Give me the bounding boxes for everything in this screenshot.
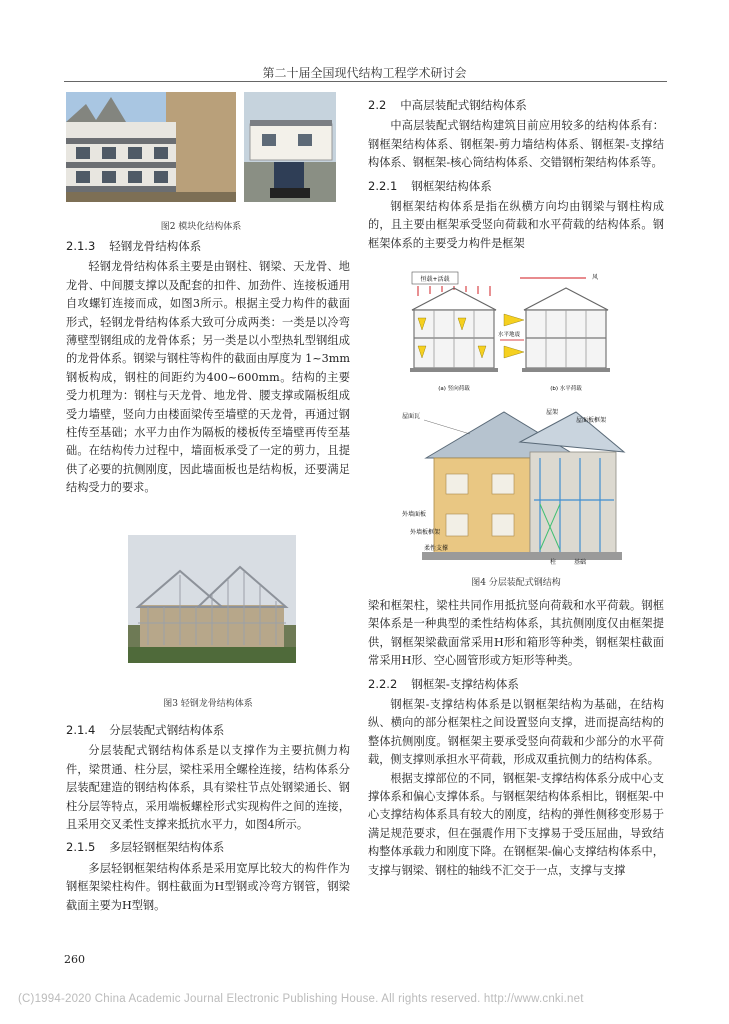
section-number: 2.1.5	[66, 840, 96, 855]
section-title: 中高层装配式钢结构体系	[400, 98, 527, 112]
label-roof-panel: 屋面板框架	[576, 417, 607, 424]
label-column: 柱	[550, 559, 557, 566]
section-2-2-2-heading	[368, 675, 664, 693]
section-number: 2.1.3	[66, 239, 96, 253]
label-wall-frame: 外墙板框架	[410, 529, 441, 536]
label-b-load: 风	[592, 274, 599, 281]
section-2-1-5-heading	[66, 838, 350, 856]
paragraph: 分层装配式钢结构体系是以支撑作为主要抗侧力构件，梁贯通、柱分层，梁柱采用全螺栓连接，结构体系分层装配建造的钢结构体系，具有梁柱节点处钢梁通长、钢柱分层等特点，采用端板螺栓形式实现构件之间的连接，且采用交叉柔性支撑来抵抗水平力，如图4所示。	[66, 744, 350, 832]
section-2-2-1-heading	[368, 177, 664, 195]
fig2-photo-left	[66, 92, 236, 202]
label-a-load: 恒载+活载	[420, 276, 450, 283]
page-number: 260	[64, 953, 85, 966]
frame-a	[410, 272, 498, 392]
label-b-side: 水平地震	[498, 332, 521, 338]
label-wall-panel: 外墙面板	[402, 511, 427, 518]
header-rule	[64, 81, 667, 82]
section-2-1-3-heading	[66, 237, 350, 255]
section-2-2-heading	[368, 96, 664, 114]
right-column-text-a	[368, 92, 664, 253]
section-number: 2.2.1	[368, 178, 398, 193]
section-title: 分层装配式钢结构体系	[109, 723, 225, 737]
fig2-photo-right	[244, 92, 336, 202]
paragraph: 根据支撑部位的不同，钢框架-支撑结构体系分成中心支撑体系和偏心支撑体系。与钢框架结构体系相比，钢框架-中心支撑结构体系具有较大的刚度，结构的弹性侧移变形易于满足规范要求，但在强震作用下支撑易于受压屈曲，导致结构整体承载力和刚度下降。在钢框架-偏心支撑结构体系中，支撑与钢梁、钢柱的轴线不汇交于一点，支撑与支撑	[368, 771, 664, 877]
fig4-caption: 图4 分层装配式钢结构	[471, 578, 561, 588]
caption-a: (a) 竖向荷载	[438, 386, 470, 392]
section-number: 2.1.4	[66, 723, 96, 737]
section-2-1-4-heading	[66, 721, 350, 739]
label-brace: 柔性支撑	[424, 545, 449, 552]
fig3-caption: 图3 轻钢龙骨结构体系	[163, 699, 253, 709]
copyright-watermark: (C)1994-2020 China Academic Journal Electronic Publishing House. All rights reserved. http://www.cnki.net	[18, 993, 584, 1005]
left-column-text-b	[66, 717, 350, 915]
right-column-text-b	[368, 597, 664, 880]
label-roof-tile: 屋面瓦	[402, 413, 421, 420]
fig4-diagram	[400, 262, 632, 567]
section-title: 轻钢龙骨结构体系	[109, 239, 202, 253]
label-roof-truss: 屋架	[546, 409, 559, 416]
section-title: 钢框架-支撑结构体系	[411, 676, 519, 691]
paragraph: 钢框架结构体系是指在纵横方向均由钢梁与钢柱构成的，且主要由框架承受竖向荷载和水平荷载的结构体系。钢框架体系的主要受力构件是框架	[368, 200, 664, 250]
section-number: 2.2	[368, 98, 387, 112]
fig2-caption: 图2 模块化结构体系	[160, 222, 242, 232]
house-illustration	[422, 412, 624, 560]
caption-b: (b) 水平荷载	[550, 386, 582, 392]
section-title: 多层轻钢框架结构体系	[109, 840, 225, 855]
paragraph: 钢框架-支撑结构体系是以钢框架结构为基础，在结构纵、横向的部分框架柱之间设置竖向支撑，进而提高结构的整体抗侧刚度。钢框架主要承受竖向荷载和少部分的水平荷载，侧支撑则承担水平荷载，形成双重抗侧力的结构体系。	[368, 698, 664, 767]
fig3-photo	[128, 535, 296, 663]
frame-b	[498, 273, 610, 392]
label-foundation: 基础	[574, 559, 587, 566]
section-number: 2.2.2	[368, 676, 398, 691]
paragraph: 中高层装配式钢结构建筑目前应用较多的结构体系有：钢框架结构体系、钢框架-剪力墙结构体系、钢框架-支撑结构体系、钢框架-核心筒结构体系、交错钢桁架结构体系等。	[368, 119, 664, 170]
running-header: 第二十届全国现代结构工程学术研讨会	[262, 66, 467, 80]
left-column-text-a	[66, 233, 350, 498]
paragraph: 多层轻钢框架结构体系是采用宽厚比较大的构件作为钢框架梁柱构件。钢柱截面为H型钢或冷弯方钢管，钢梁截面主要为H型钢。	[66, 861, 350, 912]
paragraph: 轻钢龙骨结构体系主要是由钢柱、钢梁、天龙骨、地龙骨、中间腰支撑以及配套的扣件、加劲件、连接板通用自攻螺钉连接而成，如图3所示。根据主受力构件的截面形式，轻钢龙骨结构体系大致可分成两类：一类是以冷弯薄壁型钢组成的龙骨体系；另一类是以小型热轧型钢组成的龙骨体系。钢梁与钢柱等构件的截面由厚度为 1~3mm 钢板构成，钢柱的间距约为400~600mm。结构的主要受力机理为：钢柱与天龙骨、地龙骨、腰支撑或隔板组成受力墙壁，竖向力由楼面梁传至墙壁的天龙骨，再通过钢柱传至基础；水平力由作为隔板的楼板传至墙壁再传至基础。在结构传力过程中，墙面板承受了一定的剪力，且提供了必要的抗侧刚度，因此墙面板也是结构板，还要满足结构受力的要求。	[66, 260, 350, 495]
section-title: 钢框架结构体系	[411, 178, 492, 193]
paragraph: 梁和框架柱，梁柱共同作用抵抗竖向荷载和水平荷载。钢框架体系是一种典型的柔性结构体系，其抗侧刚度仅由框架提供，钢框架梁截面常采用H形和箱形等种类，钢框架柱截面常采用H形、空心圆管形或方矩形等种类。	[368, 599, 664, 668]
